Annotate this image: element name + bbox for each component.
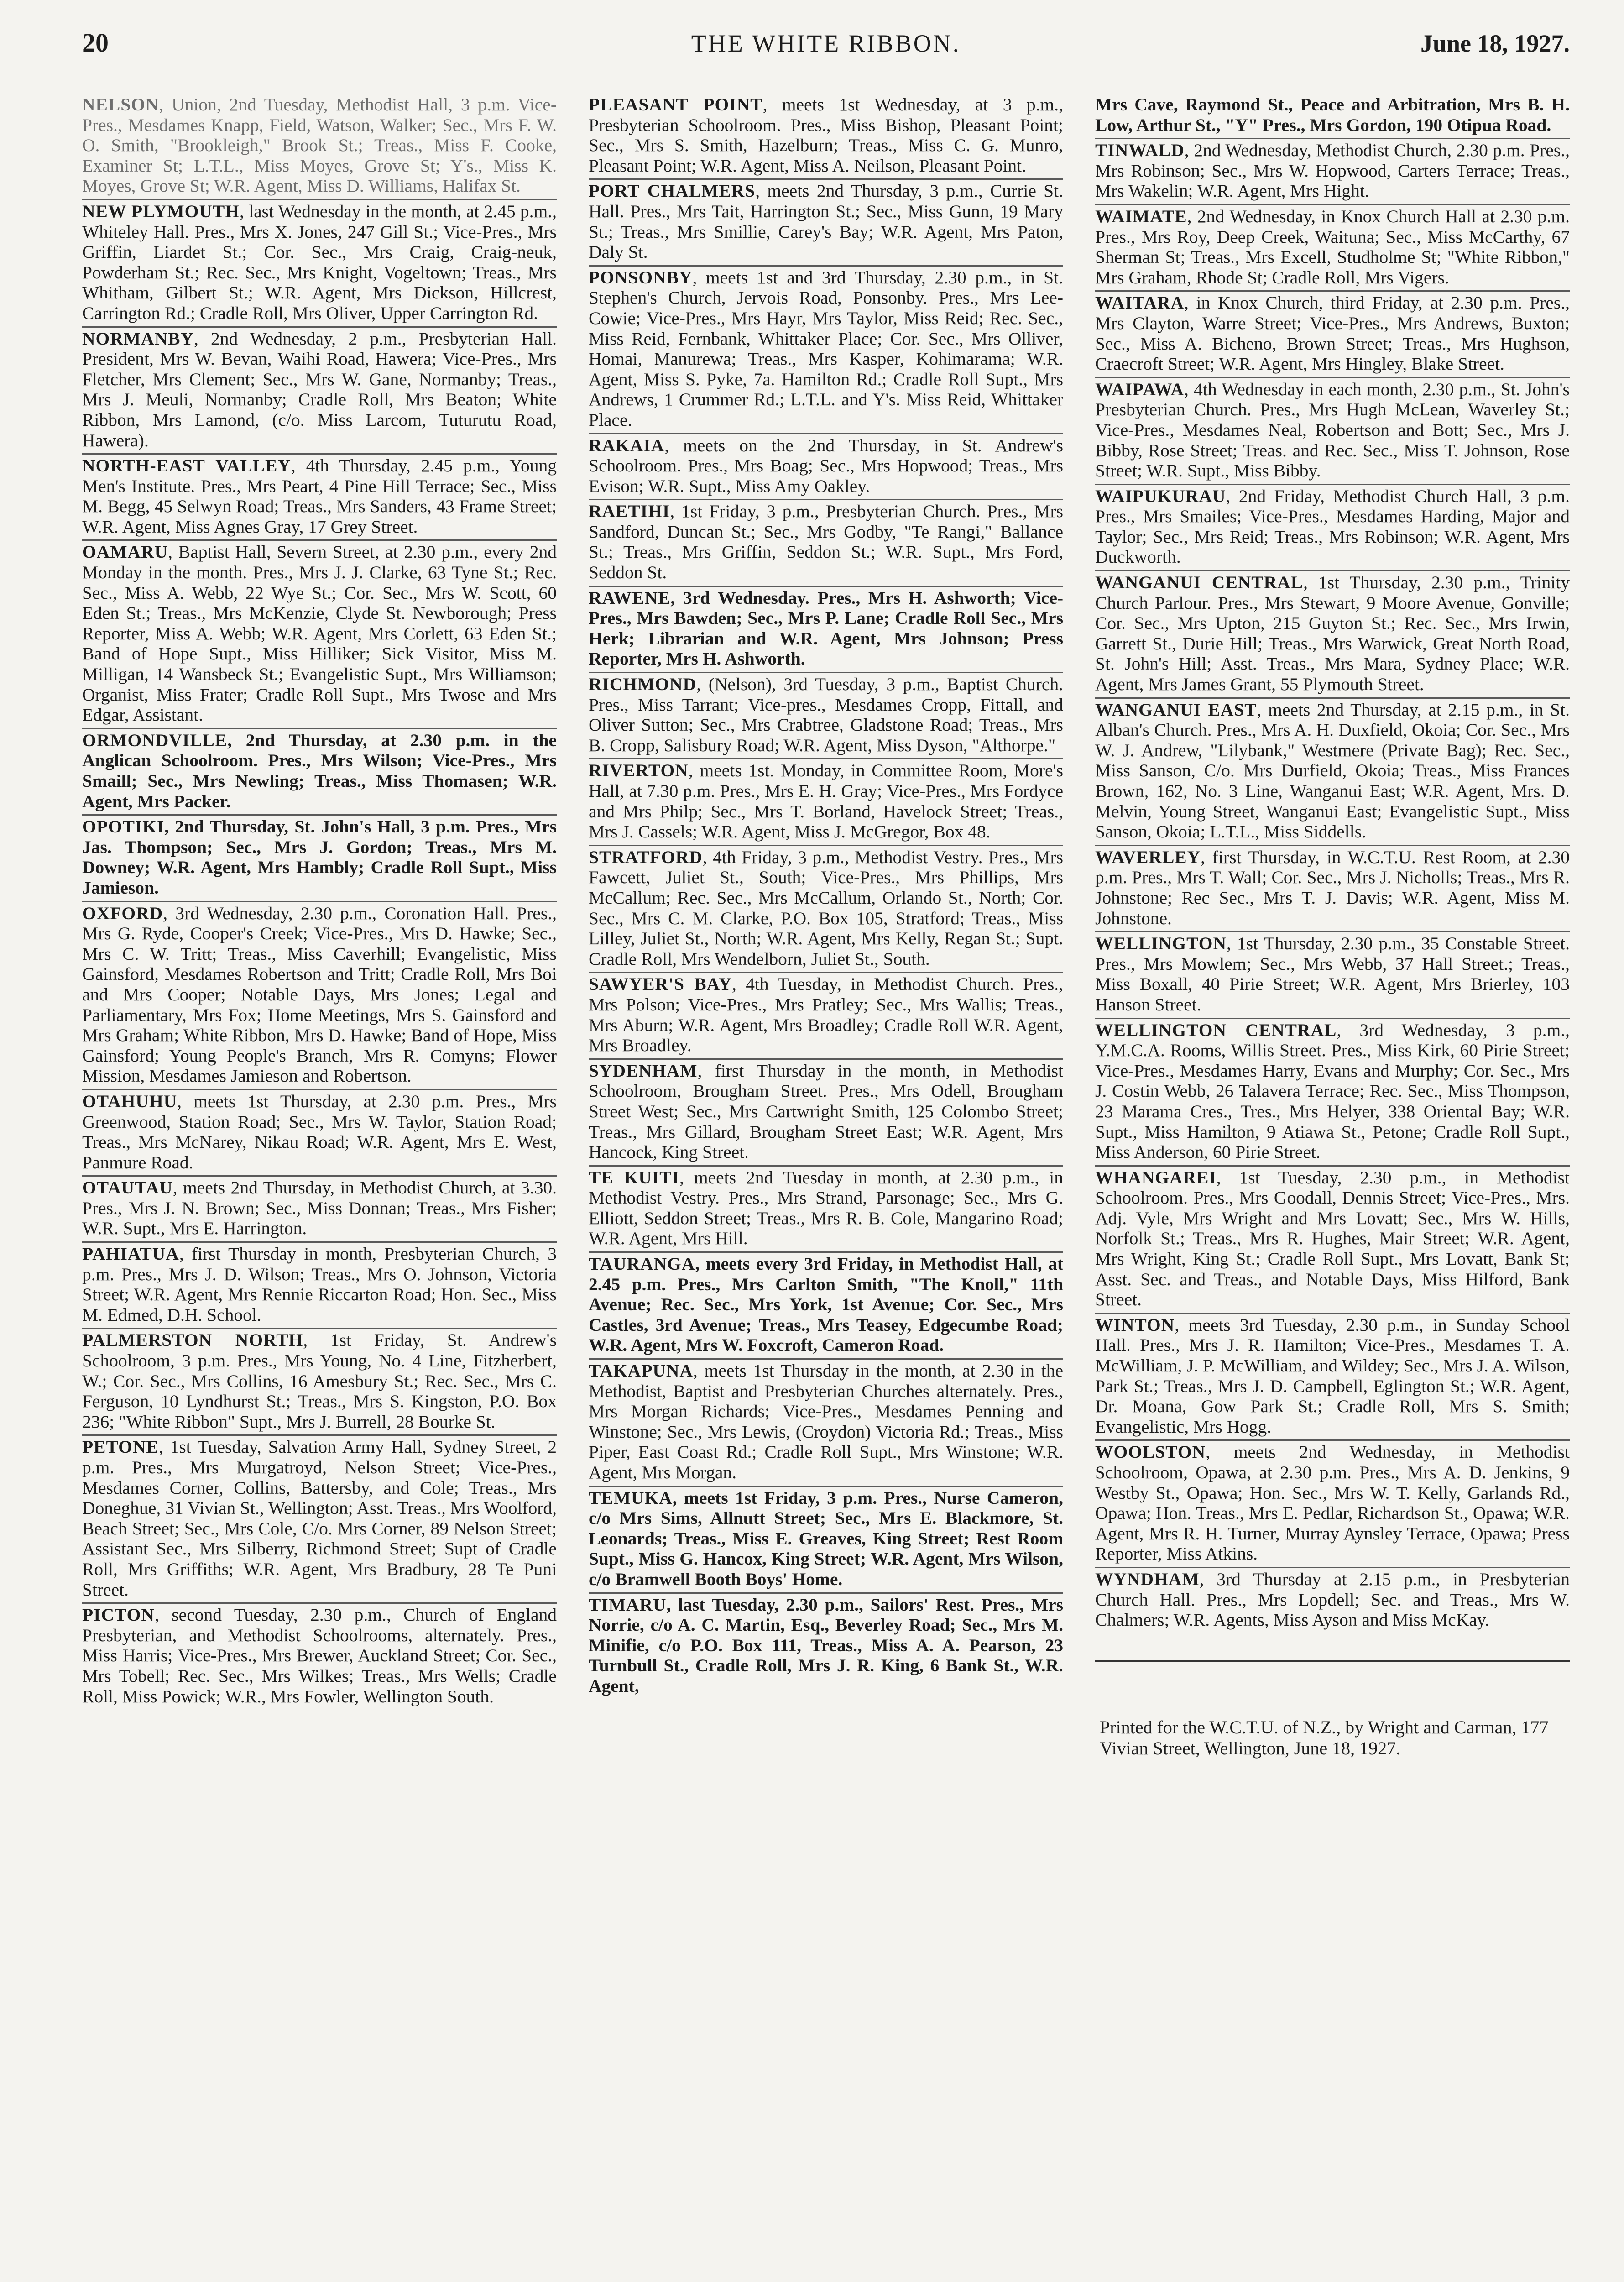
branch-details: 2nd Wednesday, Methodist Church, 2.30 p.m. Pres., Mrs Robinson; Sec., Mrs W. Hopwood, Carters Terrace; Treas., Mrs Wakelin; W.R. Agent, Mrs Hight.	[1095, 140, 1570, 201]
branch-entry: WELLINGTON CENTRAL, 3rd Wednesday, 3 p.m., Y.M.C.A. Rooms, Willis Street. Pres., Miss Kirk, 60 Pirie Street; Vice-Pres., Mesdames Harry, Evans and Murphy; Cor. Sec., Mrs J. Costin Webb, 26 Talavera Terrace; Rec. Sec., Miss Thompson, 23 Marama Cres., Tres., Mrs Helyer, 338 Oriental Bay; W.R. Supt., Miss Hamilton, 9 Atiawa St., Petone; Cradle Roll Supt., Miss Anderson, 60 Pirie Street.	[1095, 1019, 1570, 1167]
branch-details: 4th Tuesday, in Methodist Church. Pres., Mrs Polson; Vice-Pres., Mrs Pratley; Sec., Mrs Wallis; Treas., Mrs Aburn; W.R. Agent, Mrs Broadley; Cradle Roll W.R. Agent, Mrs Broadley.	[589, 974, 1063, 1056]
branch-name: PETONE	[82, 1437, 159, 1457]
branch-name: STRATFORD	[589, 847, 703, 867]
branch-entry: WAITARA, in Knox Church, third Friday, at 2.30 p.m. Pres., Mrs Clayton, Warre Street; Vice-Pres., Mrs Andrews, Buxton; Sec., Miss A. Bicheno, Brown Street; Treas., Mrs Hughson, Craecroft Street; W.R. Agent, Mrs Hingley, Blake Street.	[1095, 292, 1570, 378]
branch-details: meets 1st Wednesday, at 3 p.m., Presbyterian Schoolroom. Pres., Miss Bishop, Pleasant Point; Sec., Mrs S. Smith, Hazelburn; Treas., Miss C. G. Munro, Pleasant Point; W.R. Agent, Miss A. Neilson, Pleasant Point.	[589, 94, 1063, 176]
branch-details: 2nd Wednesday, 2 p.m., Presbyterian Hall. President, Mrs W. Bevan, Waihi Road, Hawera; Vice-Pres., Mrs Fletcher, Mrs Clement; Sec., Mrs W. Gane, Normanby; Treas., Mrs J. Meuli, Normanby; Cradle Roll, Mrs Beaton; White Ribbon, Mrs Lamond, (c/o. Miss Larcom, Tuturutu Road, Hawera).	[82, 328, 557, 450]
branch-details: meets 2nd Wednesday, in Methodist Schoolroom, Opawa, at 2.30 p.m. Pres., Mrs A. D. Jenkins, 9 Westby St., Opawa; Hon. Sec., Mrs W. T. Kelly, Garlands Rd., Opawa; Hon. Treas., Mrs E. Pedlar, Richardson St., Opawa; W.R. Agent, Mrs R. H. Turner, Murray Aynsley Terrace, Opawa; Press Reporter, Miss Atkins.	[1095, 1442, 1570, 1564]
branch-entry: TIMARU, last Tuesday, 2.30 p.m., Sailors' Rest. Pres., Mrs Norrie, c/o A. C. Martin, Esq., Beverley Road; Sec., Mrs M. Minifie, c/o P.O. Box 111, Treas., Miss A. A. Pearson, 23 Turnbull St., Cradle Roll, Mrs J. R. King, 6 Bank St., W.R. Agent,	[589, 1594, 1063, 1696]
branch-name: TIMARU	[589, 1594, 667, 1615]
branch-details: 3rd Wednesday. Pres., Mrs H. Ashworth; Vice-Pres., Mrs Bawden; Sec., Mrs P. Lane; Cradle Roll Sec., Mrs Herk; Librarian and W.R. Agent, Mrs Johnson; Press Reporter, Mrs H. Ashworth.	[589, 587, 1063, 669]
branch-entry: WINTON, meets 3rd Tuesday, 2.30 p.m., in Sunday School Hall. Pres., Mrs J. R. Hamilton; Vice-Pres., Mesdames T. A. McWilliam, J. P. McWilliam, and Wildey; Sec., Mrs J. A. Wilson, Park St.; Treas., Mrs J. D. Campbell, Eglington St.; W.R. Agent, Dr. Moana, Gow Park St.; Cradle Roll, Mrs S. Smith; Evangelistic, Mrs Hogg.	[1095, 1314, 1570, 1441]
branch-name: RAWENE	[589, 587, 671, 608]
branch-details: 4th Thursday, 2.45 p.m., Young Men's Institute. Pres., Mrs Peart, 4 Pine Hill Terrace; Sec., Miss M. Begg, 45 Selwyn Road; Treas., Mrs Sanders, 43 Frame Street; W.R. Agent, Miss Agnes Gray, 17 Grey Street.	[82, 455, 557, 537]
column-3	[1095, 94, 1570, 2282]
branch-entry: WAVERLEY, first Thursday, in W.C.T.U. Rest Room, at 2.30 p.m. Pres., Mrs T. Wall; Cor. Sec., Mrs J. Nicholls; Treas., Mrs R. Johnstone; Rec Sec., Mrs T. J. Davis; W.R. Agent, Miss M. Johnstone.	[1095, 846, 1570, 932]
issue-date: June 18, 1927.	[1420, 30, 1570, 57]
branch-name: ORMONDVILLE	[82, 730, 228, 750]
branch-entry: PETONE, 1st Tuesday, Salvation Army Hall, Sydney Street, 2 p.m. Pres., Mrs Murgatroyd, Nelson Street; Vice-Pres., Mesdames Corner, Collins, Battersby, and Cole; Treas., Mrs Doneghue, 31 Vivian St., Wellington; Asst. Treas., Mrs Woolford, Beach Street; Sec., Mrs Cole, C/o. Mrs Corner, 89 Nelson Street; Assistant Sec., Mrs Silberry, Richmond Street; Supt of Cradle Roll, Mrs Griffiths; W.R. Agent, Mrs Bradbury, 28 Te Puni Street.	[82, 1436, 557, 1604]
branch-entry: NORMANBY, 2nd Wednesday, 2 p.m., Presbyterian Hall. President, Mrs W. Bevan, Waihi Road, Hawera; Vice-Pres., Mrs Fletcher, Mrs Clement; Sec., Mrs W. Gane, Normanby; Treas., Mrs J. Meuli, Normanby; Cradle Roll, Mrs Beaton; White Ribbon, Mrs Lamond, (c/o. Miss Larcom, Tuturutu Road, Hawera).	[82, 328, 557, 455]
branch-name: WELLINGTON CENTRAL	[1095, 1020, 1337, 1040]
branch-entry: WOOLSTON, meets 2nd Wednesday, in Methodist Schoolroom, Opawa, at 2.30 p.m. Pres., Mrs A. D. Jenkins, 9 Westby St., Opawa; Hon. Sec., Mrs W. T. Kelly, Garlands Rd., Opawa; Hon. Treas., Mrs E. Pedlar, Richardson St., Opawa; W.R. Agent, Mrs R. H. Turner, Murray Aynsley Terrace, Opawa; Press Reporter, Miss Atkins.	[1095, 1441, 1570, 1568]
branch-entry: TEMUKA, meets 1st Friday, 3 p.m. Pres., Nurse Cameron, c/o Mrs Sims, Allnutt Street; Sec., Mrs E. Blackmore, St. Leonards; Treas., Miss E. Greaves, King Street; Rest Room Supt., Miss G. Hancox, King Street; W.R. Agent, Mrs Wilson, c/o Bramwell Booth Boys' Home.	[589, 1487, 1063, 1594]
branch-details: first Thursday, in W.C.T.U. Rest Room, at 2.30 p.m. Pres., Mrs T. Wall; Cor. Sec., Mrs J. Nicholls; Treas., Mrs R. Johnstone; Rec Sec., Mrs T. J. Davis; W.R. Agent, Miss M. Johnstone.	[1095, 847, 1570, 928]
branch-name: RICHMOND	[589, 674, 697, 695]
branch-details: 1st Thursday, 2.30 p.m., Trinity Church Parlour. Pres., Mrs Stewart, 9 Moore Avenue, Gonville; Cor. Sec., Mrs Upton, 215 Guyton St.; Rec. Sec., Mrs Irwin, Garrett St., Durie Hill; Treas., Mrs Warwick, Great North Road, St. John's Hill; Asst. Treas., Mrs Mara, Sydney Place; W.R. Agent, Mrs James Grant, 55 Plymouth Street.	[1095, 572, 1570, 695]
branch-details: second Tuesday, 2.30 p.m., Church of England Presbyterian, and Methodist Schoolrooms, alternately. Pres., Miss Harris; Vice-Pres., Mrs Brewer, Auckland Street; Cor. Sec., Mrs Tobell; Rec. Sec., Mrs Wilkes; Treas., Mrs Wells; Cradle Roll, Miss Powick; W.R., Mrs Fowler, Wellington South.	[82, 1605, 557, 1706]
branch-entry: ORMONDVILLE, 2nd Thursday, at 2.30 p.m. in the Anglican Schoolroom. Pres., Mrs Wilson; Vice-Pres., Mrs Smaill; Sec., Mrs Newling; Treas., Miss Thomasen; W.R. Agent, Mrs Packer.	[82, 729, 557, 816]
branch-details: 4th Friday, 3 p.m., Methodist Vestry. Pres., Mrs Fawcett, Juliet St., South; Vice-Pres., Mrs Phillips, Mrs McCallum; Rec. Sec., Mrs McCallum, Orlando St., North; Cor. Sec., Mrs C. M. Clarke, P.O. Box 105, Stratford; Treas., Miss Lilley, Juliet St., North; W.R. Agent, Mrs Kelly, Regan St.; Supt. Cradle Roll, Mrs Wendelborn, Juliet St., South.	[589, 847, 1063, 969]
branch-name: RAKAIA	[589, 435, 665, 455]
branch-details: (Nelson), 3rd Tuesday, 3 p.m., Baptist Church. Pres., Miss Tarrant; Vice-pres., Mesdames Cropp, Fittall, and Oliver Sutton; Sec., Mrs Crabtree, Gladstone Road; Treas., Mrs B. Cropp, Salisbury Road; W.R. Agent, Miss Dyson, "Althorpe."	[589, 674, 1063, 755]
branch-details: meets every 3rd Friday, in Methodist Hall, at 2.45 p.m. Pres., Mrs Carlton Smith, "The Knoll," 11th Avenue; Rec. Sec., Mrs York, 1st Avenue; Cor. Sec., Mrs Castles, 3rd Avenue; Treas., Mrs Teasey, Edgecumbe Road; W.R. Agent, Mrs W. Foxcroft, Cameron Road.	[589, 1254, 1063, 1356]
branch-name: NEW PLYMOUTH	[82, 201, 240, 221]
branch-entry: RAWENE, 3rd Wednesday. Pres., Mrs H. Ashworth; Vice-Pres., Mrs Bawden; Sec., Mrs P. Lane; Cradle Roll Sec., Mrs Herk; Librarian and W.R. Agent, Mrs Johnson; Press Reporter, Mrs H. Ashworth.	[589, 587, 1063, 673]
branch-details: 3rd Wednesday, 3 p.m., Y.M.C.A. Rooms, Willis Street. Pres., Miss Kirk, 60 Pirie Street; Vice-Pres., Mesdames Harry, Evans and Murphy; Cor. Sec., Mrs J. Costin Webb, 26 Talavera Terrace; Rec. Sec., Miss Thompson, 23 Marama Cres., Tres., Mrs Helyer, 338 Oriental Bay; W.R. Supt., Miss Hamilton, 9 Atiawa St., Petone; Cradle Roll Supt., Miss Anderson, 60 Pirie Street.	[1095, 1020, 1570, 1162]
branch-details: meets 2nd Thursday, 3 p.m., Currie St. Hall. Pres., Mrs Tait, Harrington St.; Sec., Miss Gunn, 19 Mary St.; Treas., Mrs Smillie, Carey's Bay; W.R. Agent, Mrs Paton, Daly St.	[589, 181, 1063, 262]
branch-details: meets 2nd Tuesday in month, at 2.30 p.m., in Methodist Vestry. Pres., Mrs Strand, Parsonage; Sec., Mrs G. Elliott, Seddon Street; Treas., Mrs R. B. Cole, Mangarino Road; W.R. Agent, Mrs Hill.	[589, 1167, 1063, 1249]
branch-name: PLEASANT POINT	[589, 94, 763, 115]
branch-details: meets 1st Friday, 3 p.m. Pres., Nurse Cameron, c/o Mrs Sims, Allnutt Street; Sec., Mrs E. Blackmore, St. Leonards; Treas., Miss E. Greaves, King Street; Rest Room Supt., Miss G. Hancox, King Street; W.R. Agent, Mrs Wilson, c/o Bramwell Booth Boys' Home.	[589, 1487, 1063, 1589]
branch-name: PALMERSTON NORTH	[82, 1330, 303, 1350]
page-header	[82, 27, 1570, 68]
branch-name: OTAUTAU	[82, 1178, 173, 1198]
branch-details: meets 1st Thursday in the month, at 2.30 in the Methodist, Baptist and Presbyterian Churches alternately. Pres., Mrs Morgan Richards; Vice-Pres., Mesdames Penning and Winstone; Sec., Mrs Lewis, (Croydon) Victoria Rd.; Treas., Miss Piper, East Coast Rd.; Cradle Roll Supt., Mrs Winstone; W.R. Agent, Mrs Morgan.	[589, 1361, 1063, 1482]
branch-entry: TAKAPUNA, meets 1st Thursday in the month, at 2.30 in the Methodist, Baptist and Presbyterian Churches alternately. Pres., Mrs Morgan Richards; Vice-Pres., Mesdames Penning and Winstone; Sec., Mrs Lewis, (Croydon) Victoria Rd.; Treas., Miss Piper, East Coast Rd.; Cradle Roll Supt., Mrs Winstone; W.R. Agent, Mrs Morgan.	[589, 1360, 1063, 1487]
branch-entry: WANGANUI CENTRAL, 1st Thursday, 2.30 p.m., Trinity Church Parlour. Pres., Mrs Stewart, 9 Moore Avenue, Gonville; Cor. Sec., Mrs Upton, 215 Guyton St.; Rec. Sec., Mrs Irwin, Garrett St., Durie Hill; Treas., Mrs Warwick, Great North Road, St. John's Hill; Asst. Treas., Mrs Mara, Sydney Place; W.R. Agent, Mrs James Grant, 55 Plymouth Street.	[1095, 571, 1570, 699]
branch-entry	[1095, 94, 1570, 139]
branch-entry: SYDENHAM, first Thursday in the month, in Methodist Schoolroom, Brougham Street. Pres., Mrs Odell, Brougham Street West; Sec., Mrs Cartwright Smith, 125 Colombo Street; Treas., Mrs Gillard, Brougham Street East; W.R. Agent, Mrs Hancock, King Street.	[589, 1060, 1063, 1167]
branch-name: WANGANUI CENTRAL	[1095, 572, 1304, 593]
branch-entry: RAETIHI, 1st Friday, 3 p.m., Presbyterian Church. Pres., Mrs Sandford, Duncan St.; Sec., Mrs Godby, "Te Rangi," Ballance St.; Treas., Mrs Griffin, Seddon St.; W.R. Supt., Mrs Ford, Seddon St.	[589, 500, 1063, 586]
branch-entry: WAIPUKURAU, 2nd Friday, Methodist Church Hall, 3 p.m. Pres., Mrs Smailes; Vice-Pres., Mesdames Harding, Major and Taylor; Sec., Mrs Reid; Treas., Mrs Robinson; W.R. Agent, Mrs Duckworth.	[1095, 485, 1570, 571]
branch-entry: OPOTIKI, 2nd Thursday, St. John's Hall, 3 p.m. Pres., Mrs Jas. Thompson; Sec., Mrs J. Gordon; Treas., Mrs M. Downey; W.R. Agent, Mrs Hambly; Cradle Roll Supt., Miss Jamieson.	[82, 816, 557, 902]
branch-name: WAIPUKURAU	[1095, 486, 1226, 506]
branch-details: Union, 2nd Tuesday, Methodist Hall, 3 p.m. Vice-Pres., Mesdames Knapp, Field, Watson, Walker; Sec., Mrs F. W. O. Smith, "Brookleigh," Brook St.; Treas., Miss F. Cooke, Examiner St; L.T.L., Miss Moyes, Grove St; Y's., Miss K. Moyes, Grove St; W.R. Agent, Miss D. Williams, Halifax St.	[82, 94, 557, 196]
printer-divider	[1095, 1660, 1570, 1662]
directory-columns	[82, 94, 1570, 2282]
branch-name: TINWALD	[1095, 140, 1185, 161]
branch-details: last Tuesday, 2.30 p.m., Sailors' Rest. Pres., Mrs Norrie, c/o A. C. Martin, Esq., Beverley Road; Sec., Mrs M. Minifie, c/o P.O. Box 111, Treas., Miss A. A. Pearson, 23 Turnbull St., Cradle Roll, Mrs J. R. King, 6 Bank St., W.R. Agent,	[589, 1594, 1063, 1696]
column-2	[589, 94, 1063, 2282]
branch-entry: OTAUTAU, meets 2nd Thursday, in Methodist Church, at 3.30. Pres., Mrs J. N. Brown; Sec., Miss Donnan; Treas., Mrs Fisher; W.R. Supt., Mrs E. Harrington.	[82, 1177, 557, 1243]
branch-details: meets on the 2nd Thursday, in St. Andrew's Schoolroom. Pres., Mrs Boag; Sec., Mrs Hopwood; Treas., Mrs Evison; W.R. Supt., Miss Amy Oakley.	[589, 435, 1063, 496]
branch-entry: NORTH-EAST VALLEY, 4th Thursday, 2.45 p.m., Young Men's Institute. Pres., Mrs Peart, 4 Pine Hill Terrace; Sec., Miss M. Begg, 45 Selwyn Road; Treas., Mrs Sanders, 43 Frame Street; W.R. Agent, Miss Agnes Gray, 17 Grey Street.	[82, 455, 557, 541]
publication-title: THE WHITE RIBBON.	[691, 30, 961, 57]
branch-details: 3rd Thursday at 2.15 p.m., in Presbyterian Church Hall. Pres., Mrs Lopdell; Sec. and Treas., Mrs W. Chalmers; W.R. Agents, Miss Ayson and Miss McKay.	[1095, 1569, 1570, 1630]
branch-details: 1st Tuesday, 2.30 p.m., in Methodist Schoolroom. Pres., Mrs Goodall, Dennis Street; Vice-Pres., Mrs. Adj. Vyle, Mrs Wright and Mrs Lovatt; Sec., Mrs W. Hills, Norfolk St.; Treas., Mrs R. Hughes, Mair Street; W.R. Agent, Mrs Wright, King St.; Cradle Roll Supt., Mrs Lovatt, Bank St; Asst. Sec. and Treas., and Notable Days, Miss Hilford, Bank Street.	[1095, 1167, 1570, 1310]
branch-details: 2nd Friday, Methodist Church Hall, 3 p.m. Pres., Mrs Smailes; Vice-Pres., Mesdames Harding, Major and Taylor; Sec., Mrs Reid; Treas., Mrs Robinson; W.R. Agent, Mrs Duckworth.	[1095, 486, 1570, 567]
branch-name: OAMARU	[82, 542, 168, 562]
branch-entry: OTAHUHU, meets 1st Thursday, at 2.30 p.m. Pres., Mrs Greenwood, Station Road; Sec., Mrs W. Taylor, Station Road; Treas., Mrs McNarey, Nikau Road; W.R. Agent, Mrs E. West, Panmure Road.	[82, 1090, 557, 1177]
branch-entry: WAIMATE, 2nd Wednesday, in Knox Church Hall at 2.30 p.m. Pres., Mrs Roy, Deep Creek, Waituna; Sec., Miss McCarthy, 67 Sherman St; Treas., Mrs Excell, Studholme St; "White Ribbon," Mrs Graham, Rhode St; Cradle Roll, Mrs Vigers.	[1095, 205, 1570, 292]
branch-entry: TINWALD, 2nd Wednesday, Methodist Church, 2.30 p.m. Pres., Mrs Robinson; Sec., Mrs W. Hopwood, Carters Terrace; Treas., Mrs Wakelin; W.R. Agent, Mrs Hight.	[1095, 139, 1570, 205]
branch-details: 1st Friday, St. Andrew's Schoolroom, 3 p.m. Pres., Mrs Young, No. 4 Line, Fitzherbert, W.; Cor. Sec., Mrs Collins, 16 Amesbury St.; Rec. Sec., Mrs C. Ferguson, 10 Lyndhurst St.; Treas., Mrs S. Kingston, P.O. Box 236; "White Ribbon" Supt., Mrs J. Burrell, 28 Bourke St.	[82, 1330, 557, 1432]
branch-name: NORMANBY	[82, 328, 194, 349]
branch-entry: NEW PLYMOUTH, last Wednesday in the month, at 2.45 p.m., Whiteley Hall. Pres., Mrs X. Jones, 247 Gill St.; Vice-Pres., Mrs Griffin, Liardet St.; Cor. Sec., Mrs Craig, Craig-neuk, Powderham St.; Rec. Sec., Mrs Knight, Vogeltown; Treas., Mrs Whitham, Gilbert St.; W.R. Agent, Mrs Dickson, Hillcrest, Carrington Rd.; Cradle Roll, Mrs Oliver, Upper Carrington Rd.	[82, 200, 557, 328]
branch-entry: RICHMOND, (Nelson), 3rd Tuesday, 3 p.m., Baptist Church. Pres., Miss Tarrant; Vice-pres., Mesdames Cropp, Fittall, and Oliver Sutton; Sec., Mrs Crabtree, Gladstone Road; Treas., Mrs B. Cropp, Salisbury Road; W.R. Agent, Miss Dyson, "Althorpe."	[589, 673, 1063, 759]
page-number: 20	[82, 28, 109, 58]
branch-entry: PAHIATUA, first Thursday in month, Presbyterian Church, 3 p.m. Pres., Mrs J. D. Wilson; Treas., Mrs O. Johnson, Victoria Street; W.R. Agent, Mrs Rennie Riccarton Road; Hon. Sec., Miss M. Edmed, D.H. School.	[82, 1243, 557, 1329]
branch-name: OPOTIKI	[82, 816, 165, 837]
branch-name: WAITARA	[1095, 293, 1185, 313]
branch-details: Mrs Cave, Raymond St., Peace and Arbitration, Mrs B. H. Low, Arthur St., "Y" Pres., Mrs Gordon, 190 Otipua Road.	[1095, 94, 1570, 135]
branch-details: meets 1st. Monday, in Committee Room, More's Hall, at 7.30 p.m. Pres., Mrs E. H. Gray; Vice-Pres., Mrs Fordyce and Mrs Philp; Sec., Mrs T. Borland, Havelock Street; Treas., Mrs J. Cassels; W.R. Agent, Miss J. McGregor, Box 48.	[589, 760, 1063, 842]
branch-name: WAVERLEY	[1095, 847, 1201, 867]
branch-entry: WANGANUI EAST, meets 2nd Thursday, at 2.15 p.m., in St. Alban's Church. Pres., Mrs A. H. Duxfield, Okoia; Cor. Sec., Mrs W. J. Andrew, "Lilybank," Westmere (Private Bag); Rec. Sec., Miss Sanson, C/o. Mrs Durfield, Okoia; Treas., Miss Frances Brown, 162, No. 3 Line, Wanganui East; W.R. Agent, Mrs. D. Melvin, Young Street, Wanganui East; Evangelistic Supt., Miss Sanson, Okoia; L.T.L., Miss Siddells.	[1095, 699, 1570, 846]
branch-details: 1st Friday, 3 p.m., Presbyterian Church. Pres., Mrs Sandford, Duncan St.; Sec., Mrs Godby, "Te Rangi," Ballance St.; Treas., Mrs Griffin, Seddon St.; W.R. Supt., Mrs Ford, Seddon St.	[589, 501, 1063, 583]
branch-name: NELSON	[82, 94, 159, 115]
branch-details: meets 2nd Thursday, in Methodist Church, at 3.30. Pres., Mrs J. N. Brown; Sec., Miss Donnan; Treas., Mrs Fisher; W.R. Supt., Mrs E. Harrington.	[82, 1178, 557, 1239]
branch-entry: PALMERSTON NORTH, 1st Friday, St. Andrew's Schoolroom, 3 p.m. Pres., Mrs Young, No. 4 Line, Fitzherbert, W.; Cor. Sec., Mrs Collins, 16 Amesbury St.; Rec. Sec., Mrs C. Ferguson, 10 Lyndhurst St.; Treas., Mrs S. Kingston, P.O. Box 236; "White Ribbon" Supt., Mrs J. Burrell, 28 Bourke St.	[82, 1329, 557, 1436]
branch-name: TE KUITI	[589, 1167, 680, 1188]
branch-details: 1st Tuesday, Salvation Army Hall, Sydney Street, 2 p.m. Pres., Mrs Murgatroyd, Nelson Street; Vice-Pres., Mesdames Corner, Collins, Battersby, and Cole; Treas., Mrs Doneghue, 31 Vivian St., Wellington; Asst. Treas., Mrs Woolford, Beach Street; Sec., Mrs Cole, C/o. Mrs Corner, 89 Nelson Street; Assistant Sec., Mrs Silberry, Richmond Street; Supt of Cradle Roll, Mrs Griffiths; W.R. Agent, Mrs Bradbury, 28 Te Puni Street.	[82, 1437, 557, 1600]
branch-entry: PORT CHALMERS, meets 2nd Thursday, 3 p.m., Currie St. Hall. Pres., Mrs Tait, Harrington St.; Sec., Miss Gunn, 19 Mary St.; Treas., Mrs Smillie, Carey's Bay; W.R. Agent, Mrs Paton, Daly St.	[589, 180, 1063, 266]
branch-entry: TE KUITI, meets 2nd Tuesday in month, at 2.30 p.m., in Methodist Vestry. Pres., Mrs Strand, Parsonage; Sec., Mrs G. Elliott, Seddon Street; Treas., Mrs R. B. Cole, Mangarino Road; W.R. Agent, Mrs Hill.	[589, 1167, 1063, 1253]
branch-entry: OAMARU, Baptist Hall, Severn Street, at 2.30 p.m., every 2nd Monday in the month. Pres., Mrs J. J. Clarke, 63 Tyne St.; Rec. Sec., Miss A. Webb, 22 Wye St.; Cor. Sec., Mrs W. Scott, 60 Eden St.; Treas., Mrs McKenzie, Clyde St. Newborough; Press Reporter, Miss A. Webb; W.R. Agent, Mrs Corlett, 63 Eden St.; Band of Hope Supt., Miss Hilliker; Sick Visitor, Miss M. Milligan, 14 Wansbeck St.; Evangelistic Supt., Mrs Williamson; Organist, Miss Frater; Cradle Roll Supt., Mrs Twose and Mrs Edgar, Assistant.	[82, 541, 557, 729]
branch-name: WAIPAWA	[1095, 379, 1185, 399]
branch-name: WINTON	[1095, 1314, 1175, 1335]
branch-details: meets 2nd Thursday, at 2.15 p.m., in St. Alban's Church. Pres., Mrs A. H. Duxfield, Okoia; Cor. Sec., Mrs W. J. Andrew, "Lilybank," Westmere (Private Bag); Rec. Sec., Miss Sanson, C/o. Mrs Durfield, Okoia; Treas., Miss Frances Brown, 162, No. 3 Line, Wanganui East; W.R. Agent, Mrs. D. Melvin, Young Street, Wanganui East; Evangelistic Supt., Miss Sanson, Okoia; L.T.L., Miss Siddells.	[1095, 699, 1570, 842]
branch-entry: RAKAIA, meets on the 2nd Thursday, in St. Andrew's Schoolroom. Pres., Mrs Boag; Sec., Mrs Hopwood; Treas., Mrs Evison; W.R. Supt., Miss Amy Oakley.	[589, 434, 1063, 501]
branch-details: 3rd Wednesday, 2.30 p.m., Coronation Hall. Pres., Mrs G. Ryde, Cooper's Creek; Vice-Pres., Mrs D. Hawke; Sec., Mrs C. W. Tritt; Treas., Miss Caverhill; Evangelistic, Miss Gainsford, Mesdames Robertson and Tritt; Cradle Roll, Mrs Boi and Mrs Cooper; Notable Days, Mrs Jones; Legal and Parliamentary, Mrs Fox; Home Meetings, Mrs S. Gainsford and Mrs Graham; White Ribbon, Mrs D. Hawke; Band of Hope, Miss Gainsford; Young People's Branch, Mrs R. Comyns; Flower Mission, Mesdames Jamieson and Robertson.	[82, 903, 557, 1086]
branch-entry: WELLINGTON, 1st Thursday, 2.30 p.m., 35 Constable Street. Pres., Mrs Mowlem; Sec., Mrs Webb, 37 Hall Street.; Treas., Miss Boxall, 40 Pirie Street; W.R. Agent, Mrs Brierley, 103 Hanson Street.	[1095, 932, 1570, 1019]
branch-entry: OXFORD, 3rd Wednesday, 2.30 p.m., Coronation Hall. Pres., Mrs G. Ryde, Cooper's Creek; Vice-Pres., Mrs D. Hawke; Sec., Mrs C. W. Tritt; Treas., Miss Caverhill; Evangelistic, Miss Gainsford, Mesdames Robertson and Tritt; Cradle Roll, Mrs Boi and Mrs Cooper; Notable Days, Mrs Jones; Legal and Parliamentary, Mrs Fox; Home Meetings, Mrs S. Gainsford and Mrs Graham; White Ribbon, Mrs D. Hawke; Band of Hope, Miss Gainsford; Young People's Branch, Mrs R. Comyns; Flower Mission, Mesdames Jamieson and Robertson.	[82, 902, 557, 1090]
branch-name: TAKAPUNA	[589, 1361, 693, 1381]
branch-entry: SAWYER'S BAY, 4th Tuesday, in Methodist Church. Pres., Mrs Polson; Vice-Pres., Mrs Pratley; Sec., Mrs Wallis; Treas., Mrs Aburn; W.R. Agent, Mrs Broadley; Cradle Roll W.R. Agent, Mrs Broadley.	[589, 973, 1063, 1059]
branch-details: 2nd Thursday, at 2.30 p.m. in the Anglican Schoolroom. Pres., Mrs Wilson; Vice-Pres., Mrs Smaill; Sec., Mrs Newling; Treas., Miss Thomasen; W.R. Agent, Mrs Packer.	[82, 730, 557, 811]
branch-details: last Wednesday in the month, at 2.45 p.m., Whiteley Hall. Pres., Mrs X. Jones, 247 Gill St.; Vice-Pres., Mrs Griffin, Liardet St.; Cor. Sec., Mrs Craig, Craig-neuk, Powderham St.; Rec. Sec., Mrs Knight, Vogeltown; Treas., Mrs Whitham, Gilbert St.; W.R. Agent, Mrs Dickson, Hillcrest, Carrington Rd.; Cradle Roll, Mrs Oliver, Upper Carrington Rd.	[82, 201, 557, 323]
branch-entry: PLEASANT POINT, meets 1st Wednesday, at 3 p.m., Presbyterian Schoolroom. Pres., Miss Bishop, Pleasant Point; Sec., Mrs S. Smith, Hazelburn; Treas., Miss C. G. Munro, Pleasant Point; W.R. Agent, Miss A. Neilson, Pleasant Point.	[589, 94, 1063, 180]
branch-entry: WHANGAREI, 1st Tuesday, 2.30 p.m., in Methodist Schoolroom. Pres., Mrs Goodall, Dennis Street; Vice-Pres., Mrs. Adj. Vyle, Mrs Wright and Mrs Lovatt; Sec., Mrs W. Hills, Norfolk St.; Treas., Mrs R. Hughes, Mair Street; W.R. Agent, Mrs Wright, King St.; Cradle Roll Supt., Mrs Lovatt, Bank St; Asst. Sec. and Treas., and Notable Days, Miss Hilford, Bank Street.	[1095, 1167, 1570, 1314]
branch-details: 4th Wednesday in each month, 2.30 p.m., St. John's Presbyterian Church. Pres., Mrs Hugh McLean, Waverley St.; Vice-Pres., Mesdames Neal, Robertson and Bott; Sec., Mrs J. Bibby, Rose Street; Treas. and Rec. Sec., Miss T. Johnson, Rose Street; W.R. Supt., Miss Bibby.	[1095, 379, 1570, 481]
branch-name: PORT CHALMERS	[589, 181, 756, 201]
branch-name: PONSONBY	[589, 267, 693, 288]
branch-details: 2nd Wednesday, in Knox Church Hall at 2.30 p.m. Pres., Mrs Roy, Deep Creek, Waituna; Sec., Miss McCarthy, 67 Sherman St; Treas., Mrs Excell, Studholme St; "White Ribbon," Mrs Graham, Rhode St; Cradle Roll, Mrs Vigers.	[1095, 206, 1570, 288]
printer-note: Printed for the W.C.T.U. of N.Z., by Wright and Carman, 177 Vivian Street, Wellington, June 18, 1927.	[1100, 1717, 1549, 1759]
column-1	[82, 94, 557, 2282]
branch-details: first Thursday in month, Presbyterian Church, 3 p.m. Pres., Mrs J. D. Wilson; Treas., Mrs O. Johnson, Victoria Street; W.R. Agent, Mrs Rennie Riccarton Road; Hon. Sec., Miss M. Edmed, D.H. School.	[82, 1244, 557, 1325]
column-3-entries	[1095, 94, 1570, 1633]
branch-details: meets 1st and 3rd Thursday, 2.30 p.m., in St. Stephen's Church, Jervois Road, Ponsonby. Pres., Mrs Lee-Cowie; Vice-Pres., Mrs Hayr, Mrs Taylor, Miss Reid; Rec. Sec., Miss Reid, Fernbank, Whittaker Place; Cor. Sec., Mrs Olliver, Homai, Manurewa; Treas., Mrs Kasper, Kohimarama; W.R. Agent, Miss S. Pyke, 7a. Hamilton Rd.; Cradle Roll Supt., Mrs Andrews, 1 Crummer Rd.; L.T.L. and Y's. Miss Reid, Whittaker Place.	[589, 267, 1063, 430]
branch-name: OTAHUHU	[82, 1091, 178, 1111]
branch-name: OXFORD	[82, 903, 163, 923]
branch-details: meets 1st Thursday, at 2.30 p.m. Pres., Mrs Greenwood, Station Road; Sec., Mrs W. Taylor, Station Road; Treas., Mrs McNarey, Nikau Road; W.R. Agent, Mrs E. West, Panmure Road.	[82, 1091, 557, 1172]
branch-name: WYNDHAM	[1095, 1569, 1200, 1589]
branch-details: first Thursday in the month, in Methodist Schoolroom, Brougham Street. Pres., Mrs Odell, Brougham Street West; Sec., Mrs Cartwright Smith, 125 Colombo Street; Treas., Mrs Gillard, Brougham Street East; W.R. Agent, Mrs Hancock, King Street.	[589, 1060, 1063, 1162]
branch-name: PAHIATUA	[82, 1244, 179, 1264]
branch-name: RAETIHI	[589, 501, 670, 522]
branch-name: TAURANGA	[589, 1254, 695, 1274]
branch-details: Baptist Hall, Severn Street, at 2.30 p.m., every 2nd Monday in the month. Pres., Mrs J. J. Clarke, 63 Tyne St.; Rec. Sec., Miss A. Webb, 22 Wye St.; Cor. Sec., Mrs W. Scott, 60 Eden St.; Treas., Mrs McKenzie, Clyde St. Newborough; Press Reporter, Miss A. Webb; W.R. Agent, Mrs Corlett, 63 Eden St.; Band of Hope Supt., Miss Hilliker; Sick Visitor, Miss M. Milligan, 14 Wansbeck St.; Evangelistic Supt., Mrs Williamson; Organist, Miss Frater; Cradle Roll Supt., Mrs Twose and Mrs Edgar, Assistant.	[82, 542, 557, 725]
branch-name: WHANGAREI	[1095, 1167, 1217, 1188]
branch-details: 2nd Thursday, St. John's Hall, 3 p.m. Pres., Mrs Jas. Thompson; Sec., Mrs J. Gordon; Treas., Mrs M. Downey; W.R. Agent, Mrs Hambly; Cradle Roll Supt., Miss Jamieson.	[82, 816, 557, 898]
branch-name: WAIMATE	[1095, 206, 1187, 226]
branch-entry: WYNDHAM, 3rd Thursday at 2.15 p.m., in Presbyterian Church Hall. Pres., Mrs Lopdell; Sec. and Treas., Mrs W. Chalmers; W.R. Agents, Miss Ayson and Miss McKay.	[1095, 1569, 1570, 1630]
branch-name: WOOLSTON	[1095, 1442, 1206, 1462]
branch-details: meets 3rd Tuesday, 2.30 p.m., in Sunday School Hall. Pres., Mrs J. R. Hamilton; Vice-Pres., Mesdames T. A. McWilliam, J. P. McWilliam, and Wildey; Sec., Mrs J. A. Wilson, Park St.; Treas., Mrs J. D. Campbell, Eglington St.; W.R. Agent, Dr. Moana, Gow Park St.; Cradle Roll, Mrs S. Smith; Evangelistic, Mrs Hogg.	[1095, 1314, 1570, 1437]
branch-entry: PICTON, second Tuesday, 2.30 p.m., Church of England Presbyterian, and Methodist Schoolrooms, alternately. Pres., Miss Harris; Vice-Pres., Mrs Brewer, Auckland Street; Cor. Sec., Mrs Tobell; Rec. Sec., Mrs Wilkes; Treas., Mrs Wells; Cradle Roll, Miss Powick; W.R., Mrs Fowler, Wellington South.	[82, 1605, 557, 1706]
branch-entry: NELSON, Union, 2nd Tuesday, Methodist Hall, 3 p.m. Vice-Pres., Mesdames Knapp, Field, Watson, Walker; Sec., Mrs F. W. O. Smith, "Brookleigh," Brook St.; Treas., Miss F. Cooke, Examiner St; L.T.L., Miss Moyes, Grove St; Y's., Miss K. Moyes, Grove St; W.R. Agent, Miss D. Williams, Halifax St.	[82, 94, 557, 200]
branch-details: 1st Thursday, 2.30 p.m., 35 Constable Street. Pres., Mrs Mowlem; Sec., Mrs Webb, 37 Hall Street.; Treas., Miss Boxall, 40 Pirie Street; W.R. Agent, Mrs Brierley, 103 Hanson Street.	[1095, 933, 1570, 1015]
branch-name: WELLINGTON	[1095, 933, 1227, 954]
branch-name: TEMUKA	[589, 1487, 673, 1508]
branch-name: SAWYER'S BAY	[589, 974, 732, 994]
branch-entry: TAURANGA, meets every 3rd Friday, in Methodist Hall, at 2.45 p.m. Pres., Mrs Carlton Smith, "The Knoll," 11th Avenue; Rec. Sec., Mrs York, 1st Avenue; Cor. Sec., Mrs Castles, 3rd Avenue; Treas., Mrs Teasey, Edgecumbe Road; W.R. Agent, Mrs W. Foxcroft, Cameron Road.	[589, 1253, 1063, 1360]
branch-name: WANGANUI EAST	[1095, 699, 1257, 720]
branch-entry: PONSONBY, meets 1st and 3rd Thursday, 2.30 p.m., in St. Stephen's Church, Jervois Road, Ponsonby. Pres., Mrs Lee-Cowie; Vice-Pres., Mrs Hayr, Mrs Taylor, Miss Reid; Rec. Sec., Miss Reid, Fernbank, Whittaker Place; Cor. Sec., Mrs Olliver, Homai, Manurewa; Treas., Mrs Kasper, Kohimarama; W.R. Agent, Miss S. Pyke, 7a. Hamilton Rd.; Cradle Roll Supt., Mrs Andrews, 1 Crummer Rd.; L.T.L. and Y's. Miss Reid, Whittaker Place.	[589, 267, 1063, 434]
branch-details: in Knox Church, third Friday, at 2.30 p.m. Pres., Mrs Clayton, Warre Street; Vice-Pres., Mrs Andrews, Buxton; Sec., Miss A. Bicheno, Brown Street; Treas., Mrs Hughson, Craecroft Street; W.R. Agent, Mrs Hingley, Blake Street.	[1095, 293, 1570, 374]
branch-entry: RIVERTON, meets 1st. Monday, in Committee Room, More's Hall, at 7.30 p.m. Pres., Mrs E. H. Gray; Vice-Pres., Mrs Fordyce and Mrs Philp; Sec., Mrs T. Borland, Havelock Street; Treas., Mrs J. Cassels; W.R. Agent, Miss J. McGregor, Box 48.	[589, 759, 1063, 846]
branch-entry: WAIPAWA, 4th Wednesday in each month, 2.30 p.m., St. John's Presbyterian Church. Pres., Mrs Hugh McLean, Waverley St.; Vice-Pres., Mesdames Neal, Robertson and Bott; Sec., Mrs J. Bibby, Rose Street; Treas. and Rec. Sec., Miss T. Johnson, Rose Street; W.R. Supt., Miss Bibby.	[1095, 378, 1570, 485]
branch-entry: STRATFORD, 4th Friday, 3 p.m., Methodist Vestry. Pres., Mrs Fawcett, Juliet St., South; Vice-Pres., Mrs Phillips, Mrs McCallum; Rec. Sec., Mrs McCallum, Orlando St., North; Cor. Sec., Mrs C. M. Clarke, P.O. Box 105, Stratford; Treas., Miss Lilley, Juliet St., North; W.R. Agent, Mrs Kelly, Regan St.; Supt. Cradle Roll, Mrs Wendelborn, Juliet St., South.	[589, 846, 1063, 974]
branch-name: RIVERTON	[589, 760, 689, 781]
branch-name: SYDENHAM	[589, 1060, 698, 1081]
branch-name: NORTH-EAST VALLEY	[82, 455, 291, 476]
branch-name: PICTON	[82, 1605, 155, 1625]
